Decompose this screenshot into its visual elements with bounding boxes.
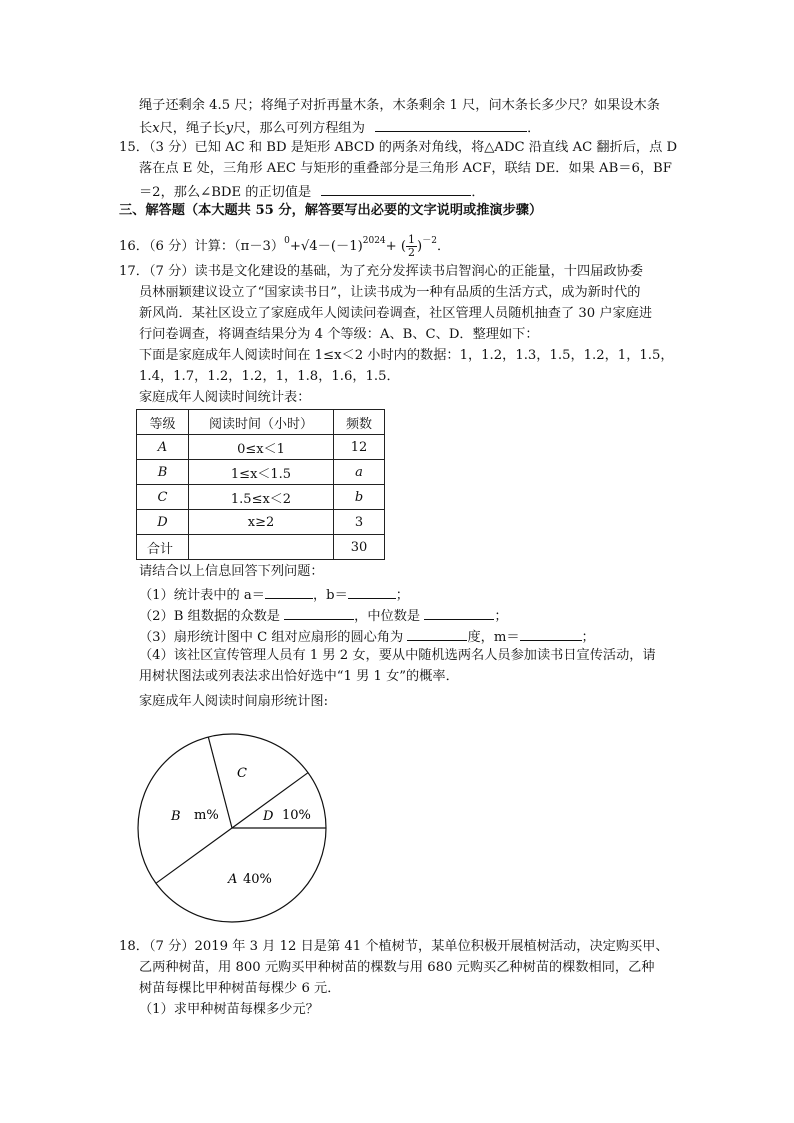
table-cell: x≥2: [189, 510, 334, 535]
var-y: y: [225, 121, 234, 136]
sub1-text: （1）统计表中的 a＝: [139, 588, 265, 603]
answer-blank-angle[interactable]: [407, 626, 467, 641]
sub3-text: 度，m＝: [467, 630, 520, 645]
q14-answer-blank[interactable]: [375, 117, 527, 132]
sub2-text: ，中位数是: [354, 609, 421, 624]
answer-blank-b[interactable]: [348, 584, 396, 599]
q15-line-2: 落在点 E 处，三角形 AEC 与矩形的重叠部分是三角形 ACF，联结 DE．如果 AB＝6，BF: [139, 161, 672, 176]
table-header: 频数: [334, 410, 385, 435]
pie-value-d: 10%: [282, 808, 311, 823]
answer-blank-a[interactable]: [265, 584, 313, 599]
var-x: x: [152, 121, 160, 136]
table-cell: 0≤x＜1: [189, 435, 334, 460]
q17-sub1: [139, 584, 409, 605]
table-cell: 12: [334, 435, 385, 460]
table-cell: 3: [334, 510, 385, 535]
q15-end: ．: [471, 185, 485, 200]
table-cell: 合计: [137, 535, 189, 560]
pie-label-b: B: [171, 809, 181, 824]
table-row: [137, 460, 385, 485]
table-cell: b: [334, 485, 385, 510]
q16-part4: ): [417, 239, 423, 254]
table-header-row: [137, 410, 385, 435]
q15-answer-blank[interactable]: [321, 181, 471, 196]
sub3-text: （3）扇形统计图中 C 组对应扇形的圆心角为: [139, 630, 404, 645]
q17-line-5: 下面是家庭成年人阅读时间在 1≤x＜2 小时内的数据：1，1.2，1.3，1.5，1.2，1，1.5，: [139, 348, 674, 363]
pie-label-c: C: [237, 766, 247, 781]
q17-line-3: 新风尚．某社区设立了家庭成年人阅读问卷调查，社区管理人员随机抽查了 30 户家庭进: [139, 306, 653, 321]
table-cell: D: [137, 510, 189, 535]
pie-chart-title: 家庭成年人阅读时间扇形统计图:: [139, 694, 329, 709]
q15-text: ＝2，那么∠BDE 的正切值是: [139, 185, 312, 200]
q16-end: ．: [436, 239, 451, 254]
q16-exp-0: 0: [284, 236, 290, 246]
table-cell: C: [137, 485, 189, 510]
q17-line-2: 员林丽颖建议设立了“国家读书日”，让读书成为一种有品质的生活方式，成为新时代的: [139, 285, 641, 300]
answer-blank-median[interactable]: [424, 605, 494, 620]
q16-part3: + (: [385, 239, 407, 254]
section-title: 三、解答题（本大题共 55 分，解答要写出必要的文字说明或推演步骤）: [119, 203, 543, 218]
table-cell: 1.5≤x＜2: [189, 485, 334, 510]
q17-line-1: 17．（7 分）读书是文化建设的基础，为了充分发挥读书启智润心的正能量，十四届政协委: [119, 264, 643, 279]
sub2-text: （2）B 组数据的众数是: [139, 609, 280, 624]
q17-line-4: 行问卷调查，将调查结果分为 4 个等级：A、B、C、D．整理如下：: [139, 327, 539, 342]
q17-sub4-line-2: 用树状图法或列表法求出恰好选中“1 男 1 女”的概率．: [139, 669, 459, 684]
q17-sub4-line-1: （4）该社区宣传管理人员有 1 男 2 女，要从中随机选两名人员参加读书日宣传活动，请: [139, 648, 656, 663]
q14-text: 尺，那么可列方程组为: [233, 121, 365, 136]
q15-line-1: 15．（3 分）已知 AC 和 BD 是矩形 ABCD 的两条对角线，将△ADC 沿直线 AC 翻折后，点 D: [119, 140, 678, 155]
answer-blank-mode[interactable]: [284, 605, 354, 620]
q16-line: [119, 232, 450, 259]
table-header: 阅读时间（小时）: [189, 410, 334, 435]
q18-line-2: 乙两种树苗，用 800 元购买甲种树苗的棵数与用 680 元购买乙种树苗的棵数相同，乙种: [139, 960, 655, 975]
q18-line-1: 18．（7 分）2019 年 3 月 12 日是第 41 个植树节，某单位积极开展植树活动，决定购买甲、: [119, 939, 669, 954]
q14-end: ．: [527, 121, 541, 136]
q17-sub3: [139, 626, 595, 647]
answer-blank-m[interactable]: [520, 626, 582, 641]
q14-text: 尺，绳子长: [159, 121, 226, 136]
q16-frac-den: 2: [408, 246, 416, 259]
sub2-end: ；: [494, 609, 508, 624]
pie-label-a: A: [228, 872, 238, 887]
reading-time-table: [136, 409, 385, 560]
q17-sub2: [139, 605, 508, 626]
q18-line-3: 树苗每棵比甲种树苗每棵少 6 元．: [139, 981, 341, 996]
q16-frac-num: 1: [408, 233, 416, 246]
table-cell: 1≤x＜1.5: [189, 460, 334, 485]
table-cell: 30: [334, 535, 385, 560]
q17-table-caption: 家庭成年人阅读时间统计表：: [139, 390, 311, 405]
q14-line-1: 绳子还剩余 4.5 尺；将绳子对折再量木条，木条剩余 1 尺，问木条长多少尺？如果设木条: [139, 98, 660, 113]
q16-exp-2024: 2024: [362, 236, 386, 246]
q16-prefix: 16．（6 分）计算：（π－3）: [119, 239, 285, 254]
q17-line-6: 1.4，1.7，1.2，1.2，1，1.8，1.6，1.5．: [139, 369, 400, 384]
pie-label-d: D: [263, 809, 274, 824]
q16-exp-neg2: －2: [422, 236, 437, 246]
pie-value-b: m%: [194, 808, 219, 823]
table-row: [137, 435, 385, 460]
q15-line-3: [139, 181, 485, 202]
pie-chart: [130, 725, 344, 939]
sub1-text: ，b＝: [312, 588, 348, 603]
q14-text: 长: [139, 121, 153, 136]
sub3-end: ；: [581, 630, 595, 645]
sub1-end: ；: [395, 588, 409, 603]
q16-fraction: [406, 234, 417, 259]
q18-sub1: （1）求甲种树苗每棵多少元？: [139, 1002, 319, 1017]
pie-value-a: 40%: [243, 872, 272, 887]
q16-part2: +√4－(－1): [289, 239, 363, 254]
table-cell: [189, 535, 334, 560]
table-cell: B: [137, 460, 189, 485]
table-row: [137, 485, 385, 510]
table-row: [137, 510, 385, 535]
table-row: [137, 535, 385, 560]
table-cell: a: [334, 460, 385, 485]
table-cell: A: [137, 435, 189, 460]
table-header: 等级: [137, 410, 189, 435]
q14-line-2: [139, 117, 540, 138]
q17-prompt: 请结合以上信息回答下列问题：: [139, 564, 324, 579]
